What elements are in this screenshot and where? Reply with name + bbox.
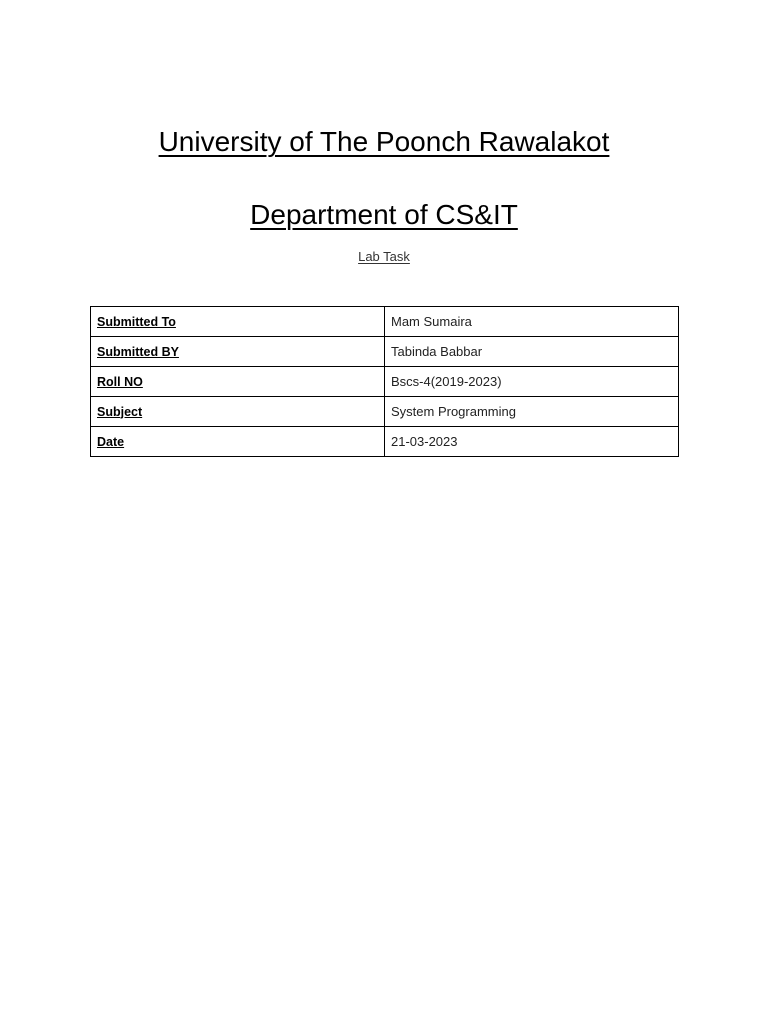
subject-value: System Programming bbox=[385, 397, 679, 427]
date-label: Date bbox=[91, 427, 385, 457]
department-title: Department of CS&IT bbox=[250, 199, 518, 230]
lab-task-subtitle: Lab Task bbox=[358, 249, 410, 264]
submitted-by-label: Submitted BY bbox=[91, 337, 385, 367]
table-row bbox=[91, 337, 679, 367]
subject-label: Subject bbox=[91, 397, 385, 427]
table-row bbox=[91, 397, 679, 427]
table-row bbox=[91, 427, 679, 457]
roll-no-label: Roll NO bbox=[91, 367, 385, 397]
table-row bbox=[91, 307, 679, 337]
date-value: 21-03-2023 bbox=[385, 427, 679, 457]
submitted-to-value: Mam Sumaira bbox=[385, 307, 679, 337]
submission-info-table bbox=[90, 306, 679, 457]
table-row bbox=[91, 367, 679, 397]
roll-no-value: Bscs-4(2019-2023) bbox=[385, 367, 679, 397]
university-title: University of The Poonch Rawalakot bbox=[158, 126, 610, 157]
submitted-by-value: Tabinda Babbar bbox=[385, 337, 679, 367]
submitted-to-label: Submitted To bbox=[91, 307, 385, 337]
